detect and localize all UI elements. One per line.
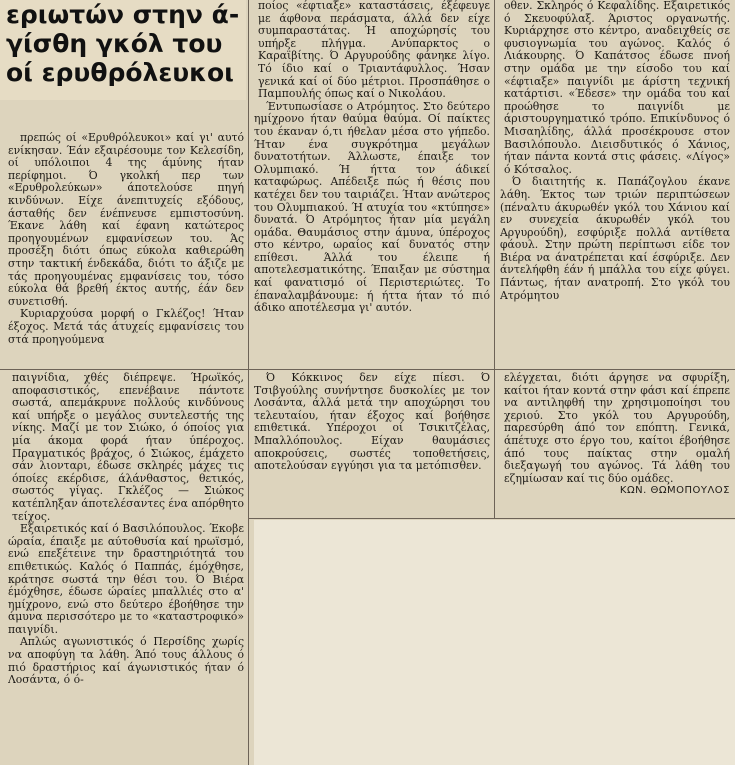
paragraph: Ό διαιτητής κ. Παπάζογλου έκανε λάθη. Έκτος των τριών περιπτώσεων (πέναλτυ άκυρωθέν γκόλ του Χάνιου καί εν συνεχεία άκυρωθέν γκόλ του Αργυρούδη), εσφύριξε πολλά αντίθετα φάουλ. Στην πρώτη περίπτωσι είδε τον Βιέρα να άνατρέπεται καί έσφύριξε. Δεν άντελήφθη έάν ή μπάλλα του είχε φύγει. Πάντως, ήταν ανατροπή. Στο γκόλ του Ατρόμητου <box>500 175 730 302</box>
paragraph: Απλώς αγωνιστικός ό Περσίδης χωρίς να αποφύγη τα λάθη. Άπό τους άλλους ό πιό δραστήριος καί άγωνιστικός ήταν ό Λοσάντα, ό ό- <box>8 635 244 687</box>
section-divider <box>0 369 735 370</box>
headline-line-1: εριωτών στην ά- <box>6 0 240 29</box>
column-2-top <box>254 0 490 368</box>
column-divider <box>494 0 495 518</box>
blank-area <box>254 520 735 765</box>
paragraph: ποίος «έφτιαξε» καταστάσεις, έξέφευγε με άφθονα περάσματα, άλλά δεν είχε συμπαραστάτας. Ή αποχώρησίς του υπήρξε πλήγμα. Ανύπαρκτος ο Καραϊβίτης. Ό Αργυρούδης φάνηκε λίγο. Τό ίδιο καί ο Τριαντάφυλλος. Ήσαν γενικά καί οί δύο μέτριοι. Προσπάθησε ο Παμπουλής όπως καί ο Νικολάου. <box>258 0 490 101</box>
paragraph: ελέγχεται, διότι άργησε να σφυρίξη, καίτοι ήταν κοντά στην φάσι καί έπρεπε να αντιληφθή την χρησιμοποίησι του χεριού. Στο γκόλ του Αργυρούδη, παρεσύρθη άπό τον επόπτη. Γενικά, άπέτυχε στο έργο του, καίτοι έβοήθησε άπό τους παίκτας στην ομαλή διεξαγωγή του αγώνος. Τά λάθη του εζημίωσαν καί τις δύο ομάδες. <box>504 372 730 485</box>
headline <box>0 0 246 100</box>
column-1-top <box>8 132 244 368</box>
headline-line-3: οί ερυθρόλευκοι <box>6 58 234 87</box>
column-3-top <box>500 0 730 368</box>
paragraph: Έντυπωσίασε ο Ατρόμητος. Στο δεύτερο ημίχρονο ήταν θαύμα θαύμα. Οί παίκτες του έκαναν ό,τι ήθελαν μέσα στο γήπεδο. Ήταν ένα συγκρότημα μεγάλων δυνατοτήτων. Άλλωστε, έπαιξε τον Ολυμπιακό. Ή ήττα τον άδικεί καταφώρως. Απέδειξε πώς ή θέσις που κατέχει δεν του ταιριάζει. Ήταν ανώτερος του Ολυμπιακού. Ή ατυχία του «κτύπησε» δυνατά. Ό Ατρόμητος ήταν μία μεγάλη ομάδα. Θαυμάσιος στην άμυνα, ύπέροχος στο κέντρο, ωραίος καί δυνατός στην επίθεσι. Άλλά του έλειπε ή αποτελεσματικότης. Έπαιξαν με σύστημα καί φανατισμό οί Περιστεριώτες. Το έπαναλαμβάνουμε: ή ήττα ήταν τό πιό άδικο αποτέλεσμα γι' αυτόν. <box>254 99 490 315</box>
headline-line-2: γίσθη γκόλ του <box>6 29 223 58</box>
bottom-divider <box>248 518 735 519</box>
paragraph: πρεπώς οί «Ερυθρόλευκοι» καί γι' αυτό ενίκησαν. Έάν εξαιρέσουμε τον Κελεσίδη, οί υπόλοιποι 4 της άμύνης ήταν περίφημοι. Ό γκολκή περ των «Ερυθρολεύκων» άποτελούσε πηγή κινδύνων. Είχε άνεπιτυχείς εξόδους, άσταθής δεν ένέπνευσε εμπιστοσύνη. Έκανε λάθη καί έφανη κατώτερος προηγουμένων εμφανίσεων του. Άς προσέξη διότι όπως εύκολα καθιερώθη στην τακτική ένδεκάδα, διότι το άξιζε με τάς προηγουμένας εμφανίσεις του, τόσο εύκολα θά βρεθή έκτος αυτής, έάν δεν συνετισθή. <box>8 132 244 308</box>
column-divider <box>248 0 249 765</box>
column-2-bottom <box>254 372 490 522</box>
paragraph: Κυριαρχούσα μορφή ο Γκλέζος! Ήταν έξοχος. Μετά τάς άτυχείς εμφανίσεις του στά προηγούμενα <box>8 307 244 346</box>
paragraph: Ό Κόκκινος δεν είχε πίεσι. Ό Τσιβγούλης συνήντησε δυσκολίες με τον Λοσάντα, άλλά μετά την αποχώρησι του τελευταίου, ήταν έξοχος καί βοήθησε επιθετικά. Υπέροχοι οί Τσικιτζέλας, Μπαλλόπουλος. Είχαν θαυμάσιες αποκρούσεις, σωστές τοποθετήσεις, αποτελούσαν εγγύησι για τα μετόπισθεν. <box>254 372 490 473</box>
author-signature: ΚΩΝ. ΘΩΜΟΠΟΥΛΟΣ <box>619 485 730 497</box>
column-1-bottom <box>8 372 244 760</box>
paragraph: Εξαιρετικός καί ό Βασιλόπουλος. Έκοβε ώραία, έπαιξε με αύτοθυσία καί ηρωϊσμό, ενώ επεξέτεινε την δραστηριότητά του επιθετικώς. Καλός ό Παππάς, έμόχθησε, κράτησε σωστά την θέσι του. Ό Βιέρα έμόχθησε, έδωσε ώραίες μπαλλιές στο α' ημίχρονο, ενώ στο δεύτερο έβοήθησε την άμυνα περισσότερο με το «καταστροφικό» παιγνίδι. <box>8 522 244 636</box>
paragraph: παιγνίδια, χθές διέπρεψε. Ήρωϊκός, αποφασιστικός, επενέβαινε πάντοτε σωστά, απεμάκρυνε πολλούς κινδύνους καί υπήρξε ο μεγάλος συντελεστής της νίκης. Μαζί με τον Σιώκο, ό όποίος για μία άκομα φορά ήταν ύπέροχος. Πραγματικός βράχος, ό Σιώκος, έμάχετο σάν λιονταρι, έδωσε σκληρές μάχες τις όποίες εκέρδισε, άλάνθαστος, θετικός, σωστός γίγας. Γκλέζος — Σιώκος κατέπληξαν άποτελέσαντες ένα απόρθητο τείχος. <box>12 372 244 523</box>
paragraph: οθεν. Σκληρός ό Κεφαλίδης. Εξαιρετικός ό Σκευοφύλαξ. Άριστος οργανωτής. Κυριάρχησε στο κέντρο, αναδειχθείς σε φυσιογνωμία του αγώνος. Καλός ό Λιάκουρης. Ό Καπάτσος έδωσε πνοή στην ομάδα με την είσοδο του καί «έφτιαξε» παιγνίδι με άρίστη τεχνική κατάρτισι. «Έδεσε» την ομάδα του καί προώθησε το παιγνίδι με άριστουργηματικό τρόπο. Επικίνδυνος ό Μισαηλίδης, άλλά προσέκρουσε στον Βασιλόπουλο. Διεισδυτικός ό Χάνιος, ήταν πάντα κοντά στις φάσεις. «Λίγος» ό Κότσαλος. <box>504 0 730 176</box>
column-3-bottom <box>500 372 730 522</box>
